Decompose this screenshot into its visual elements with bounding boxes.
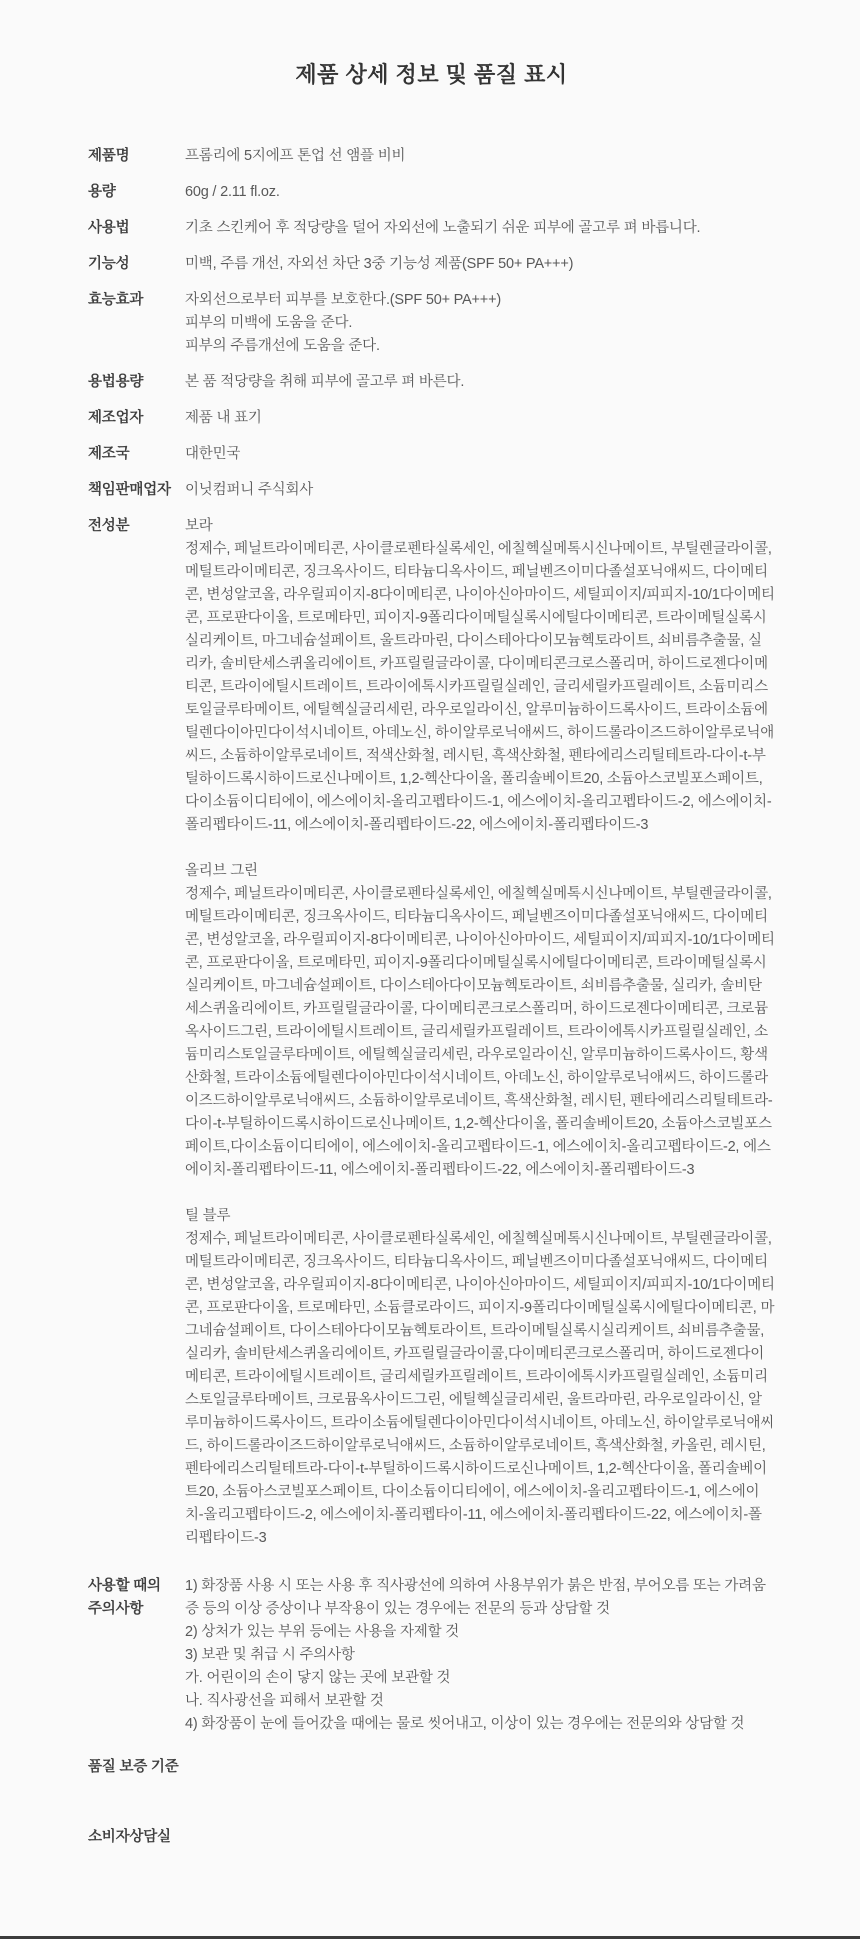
ingredient-variant-olive-green xyxy=(185,860,775,1182)
row-product-name xyxy=(88,145,775,168)
row-cautions xyxy=(88,1575,775,1736)
variant-name: 보라 xyxy=(185,518,213,534)
row-label: 제조업자 xyxy=(88,410,144,426)
row-value: 기초 스킨케어 후 적당량을 덜어 자외선에 노출되기 쉬운 피부에 골고루 펴 바릅니다. xyxy=(185,220,701,236)
variant-ingredients: 정제수, 페닐트라이메티콘, 사이클로펜타실록세인, 에칠헥실메톡시신나메이트, 부틸렌글라이콜, 메틸트라이메티콘, 징크옥사이드, 티타늄디옥사이드, 페닐벤즈이미다졸설포닉애씨드, 다이메티콘, 변성알코올, 라우릴피이지-8다이메티콘, 나이아신아마이드, 세틸피이지/피피지-10/1다이메티콘, 프로판다이올, 트로메타민, 피이지-9폴리다이메틸실록시에틸다이메티콘, 트라이메틸실록시실리케이트, 마그네슘설페이트, 다이스테아다이모늄헥토라이트, 쇠비름추출물, 실리카, 솔비탄세스퀴올리에이트, 카프릴릴글라이콜, 다이메티콘크로스폴리머, 하이드로젠다이메티콘, 크로뮴옥사이드그린, 트라이에틸시트레이트, 글리세릴카프릴레이트, 트라이에톡시카프릴릴실레인, 소듐미리스토일글루타메이트, 에틸헥실글리세린, 라우로일라이신, 알루미늄하이드록사이드, 황색산화철, 트라이소듐에틸렌다이아민다이석시네이트, 아데노신, 하이알루로닉애씨드, 하이드롤라이즈드하이알루로닉애씨드, 소듐하이알루로네이트, 흑색산화철, 레시틴, 펜타에리스리틸테트라-다이-t-부틸하이드록시하이드로신나메이트, 1,2-헥산다이올, 폴리솔베이트20, 소듐아스코빌포스페이트,다이소듐이디티에이, 에스에이치-올리고펩타이드-1, 에스에이치-올리고펩타이드-2, 에스에이치-폴리펩타이드-11, 에스에이치-폴리펩타이드-22, 에스에이치-폴리펩타이드-3 xyxy=(185,886,775,1178)
cautions-label-line: 주의사항 xyxy=(88,1601,144,1617)
row-value xyxy=(185,289,775,358)
row-label: 용량 xyxy=(88,184,116,200)
caution-item: 3) 보관 및 취급 시 주의사항 xyxy=(185,1647,355,1663)
caution-item: 2) 상처가 있는 부위 등에는 사용을 자제할 것 xyxy=(185,1624,460,1640)
row-manufacturer xyxy=(88,407,775,430)
product-info-table xyxy=(88,145,775,1866)
row-label: 소비자상담실 xyxy=(88,1829,171,1845)
row-value: 대한민국 xyxy=(185,446,241,462)
row-usage xyxy=(88,217,775,240)
row-efficacy xyxy=(88,289,775,358)
variant-ingredients: 정제수, 페닐트라이메티콘, 사이클로펜타실록세인, 에칠헥실메톡시신나메이트, 부틸렌글라이콜, 메틸트라이메티콘, 징크옥사이드, 티타늄디옥사이드, 페닐벤즈이미다졸설포닉애씨드, 다이메티콘, 변성알코올, 라우릴피이지-8다이메티콘, 나이아신아마이드, 세틸피이지/피피지-10/1다이메티콘, 프로판다이올, 트로메타민, 소듐클로라이드, 피이지-9폴리다이메틸실록시에틸다이메티콘, 마그네슘설페이트, 다이스테아다이모늄헥토라이트, 트라이메틸실록시실리케이트, 쇠비름추출물, 실리카, 솔비탄세스퀴올리에이트, 카프릴릴글라이콜,다이메티콘크로스폴리머, 하이드로젠다이메티콘, 트라이에틸시트레이트, 글리세릴카프릴레이트, 트라이에톡시카프릴릴실레인, 소듐미리스토일글루타메이트, 크로뮴옥사이드그린, 에틸헥실글리세린, 울트라마린, 라우로일라이신, 알루미늄하이드록사이드, 트라이소듐에틸렌다이아민다이석시네이트, 아데노신, 하이알루로닉애씨드, 하이드롤라이즈드하이알루로닉애씨드, 소듐하이알루로네이트, 흑색산화철, 카올린, 레시틴, 펜타에리스리틸테트라-다이-t-부틸하이드록시하이드로신나메이트, 1,2-헥산다이올, 폴리솔베이트20, 소듐아스코빌포스페이트, 다이소듐이디티에이, 에스에이치-올리고펩타이드-1, 에스에이치-올리고펩타이드-2, 에스에이치-폴리펩타이-11, 에스에이치-폴리펩타이드-22, 에스에이치-폴리펩타이드-3 xyxy=(185,1231,775,1546)
efficacy-line: 피부의 미백에 도움을 준다. xyxy=(185,315,353,331)
row-label: 제조국 xyxy=(88,446,130,462)
row-country xyxy=(88,443,775,466)
row-label: 전성분 xyxy=(88,518,130,534)
caution-item: 나. 직사광선을 피해서 보관할 것 xyxy=(185,1693,384,1709)
variant-ingredients: 정제수, 페닐트라이메티콘, 사이클로펜타실록세인, 에칠헥실메톡시신나메이트, 부틸렌글라이콜, 메틸트라이메티콘, 징크옥사이드, 티타늄디옥사이드, 페닐벤즈이미다졸설포닉애씨드, 다이메티콘, 변성알코올, 라우릴피이지-8다이메티콘, 나이아신아마이드, 세틸피이지/피피지-10/1다이메티콘, 프로판다이올, 트로메타민, 피이지-9폴리다이메틸실록시에틸다이메티콘, 트라이메틸실록시실리케이트, 마그네슘설페이트, 울트라마린, 다이스테아다이모늄헥토라이트, 쇠비름추출물, 실리카, 솔비탄세스퀴올리에이트, 카프릴릴글라이콜, 다이메티콘크로스폴리머, 하이드로젠다이메티콘, 트라이에틸시트레이트, 트라이에톡시카프릴릴실레인, 글리세릴카프릴레이트, 소듐미리스토일글루타메이트, 에틸헥실글리세린, 라우로일라이신, 알루미늄하이드록사이드, 트라이소듐에틸렌다이아민다이석시네이트, 아데노신, 하이알루로닉애씨드, 하이드롤라이즈드하이알루로닉애씨드, 소듐하이알루로네이트, 적색산화철, 레시틴, 흑색산화철, 펜타에리스리틸테트라-다이-t-부틸하이드록시하이드로신나메이트, 1,2-헥산다이올, 폴리솔베이트20, 소듐아스코빌포스페이트, 다이소듐이디티에이, 에스에이치-올리고펩타이드-1, 에스에이치-올리고펩타이드-2, 에스에이치-폴리펩타이드-11, 에스에이치-폴리펩타이드-22, 에스에이치-폴리펩타이드-3 xyxy=(185,541,775,833)
row-volume xyxy=(88,181,775,204)
ingredient-variant-bora xyxy=(185,515,775,837)
caution-item: 1) 화장품 사용 시 또는 사용 후 직사광선에 의하여 사용부위가 붉은 반점, 부어오름 또는 가려움증 등의 이상 증상이나 부작용이 있는 경우에는 전문의 등과 상담할 것 xyxy=(185,1578,766,1617)
row-consumer xyxy=(88,1826,775,1866)
variant-name: 틸 블루 xyxy=(185,1208,231,1224)
ingredient-variant-teal-blue xyxy=(185,1205,775,1550)
row-label: 기능성 xyxy=(88,256,130,272)
row-functionality xyxy=(88,253,775,276)
row-warranty xyxy=(88,1756,775,1802)
row-dosage xyxy=(88,371,775,394)
row-label: 제품명 xyxy=(88,148,130,164)
row-label: 품질 보증 기준 xyxy=(88,1759,179,1775)
row-value: 60g / 2.11 fl.oz. xyxy=(185,184,280,200)
row-label: 효능효과 xyxy=(88,292,144,308)
caution-item: 4) 화장품이 눈에 들어갔을 때에는 물로 씻어내고, 이상이 있는 경우에는 전문의와 상담할 것 xyxy=(185,1716,745,1732)
cautions-label-line: 사용할 때의 xyxy=(88,1578,161,1594)
row-label: 책임판매업자 xyxy=(88,482,171,498)
row-value xyxy=(185,515,775,1550)
row-label xyxy=(88,1575,185,1621)
variant-name: 올리브 그린 xyxy=(185,863,258,879)
caution-item: 가. 어린이의 손이 닿지 않는 곳에 보관할 것 xyxy=(185,1670,451,1686)
row-value: 제품 내 표기 xyxy=(185,410,262,426)
row-label: 사용법 xyxy=(88,220,130,236)
row-value xyxy=(185,1575,775,1736)
efficacy-line: 피부의 주름개선에 도움을 준다. xyxy=(185,338,380,354)
page-title: 제품 상세 정보 및 품질 표시 xyxy=(295,62,568,87)
efficacy-line: 자외선으로부터 피부를 보호한다.(SPF 50+ PA+++) xyxy=(185,292,501,308)
row-seller xyxy=(88,479,775,502)
row-value: 프롬리에 5지에프 톤업 선 앰플 비비 xyxy=(185,148,406,164)
row-value: 이닛컴퍼니 주식회사 xyxy=(185,482,314,498)
row-ingredients xyxy=(88,515,775,1550)
row-value: 본 품 적당량을 취해 피부에 골고루 펴 바른다. xyxy=(185,374,465,390)
row-value: 미백, 주름 개선, 자외선 차단 3중 기능성 제품(SPF 50+ PA+++) xyxy=(185,256,574,272)
row-label: 용법용량 xyxy=(88,374,144,390)
